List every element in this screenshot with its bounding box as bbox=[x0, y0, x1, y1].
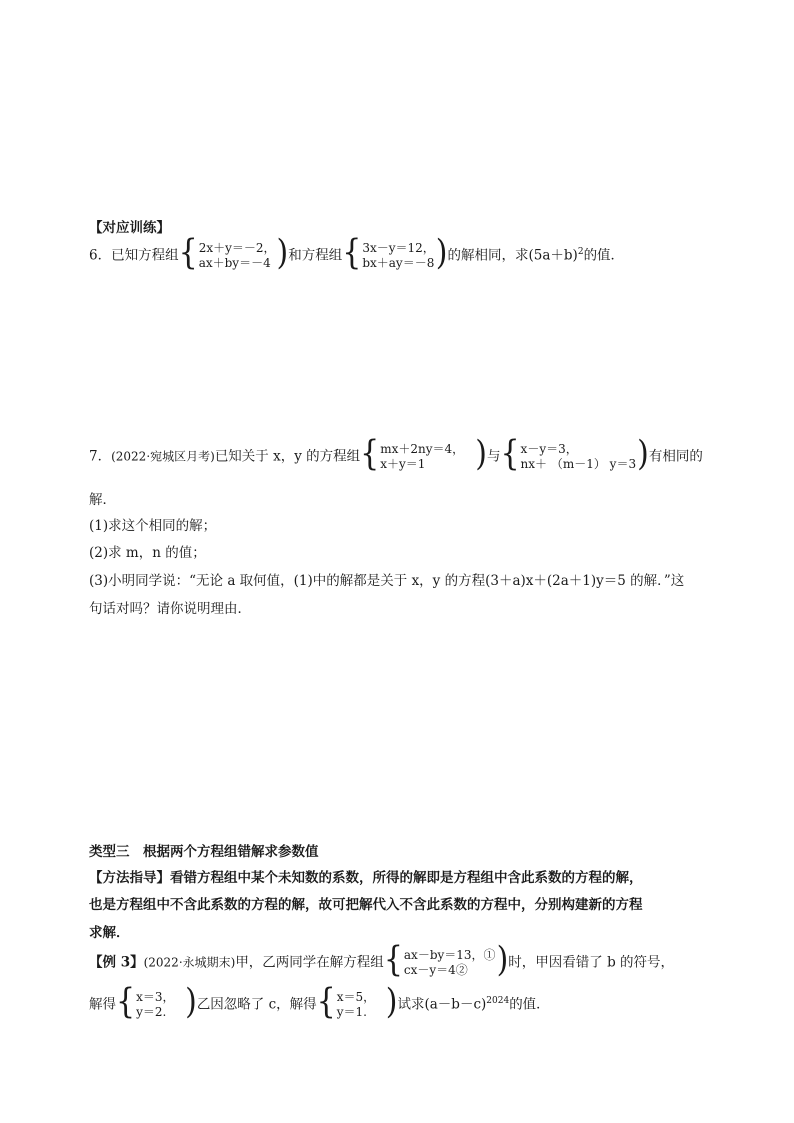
equation: nx＋ （m－1） y＝3 bbox=[520, 457, 637, 471]
question-text: 和方程组 bbox=[288, 247, 343, 264]
method-guide-text: 看错方程组中某个未知数的系数，所得的解即是方程组中含此系数的方程的解， bbox=[170, 870, 643, 886]
method-guide-label: 【方法指导】 bbox=[89, 870, 170, 886]
example-source: (2022·永城期末) bbox=[143, 955, 236, 970]
equation: y＝1. bbox=[336, 1005, 367, 1019]
equation: x＝3， bbox=[136, 990, 175, 1004]
equation-system: { 2x＋y＝－2， ax＋by＝－4 ) bbox=[178, 233, 289, 274]
solution-system: { x＝5， y＝1. ) bbox=[316, 982, 398, 1023]
sub-question-3-continued: 句话对吗？请你说明理由． bbox=[89, 601, 251, 617]
example-text: 解得 bbox=[89, 996, 116, 1013]
section-heading-type3: 类型三 根据两个方程组错解求参数值 bbox=[89, 844, 319, 860]
exponent: 2024 bbox=[486, 996, 510, 1006]
question-6 bbox=[89, 233, 625, 274]
sub-question-3: (3)小明同学说：“无论 a 取何值，(1)中的解都是关于 x，y 的方程(3＋a)x＋(2a＋1)y＝5 的解．”这 bbox=[89, 573, 685, 589]
solution-system: { x＝3， y＝2. ) bbox=[116, 982, 197, 1023]
question-text: 的值． bbox=[583, 247, 625, 264]
sub-question-1: (1)求这个相同的解； bbox=[89, 518, 217, 534]
question-text: 解． bbox=[89, 492, 116, 508]
example-text: 甲，乙两同学在解方程组 bbox=[235, 954, 384, 971]
question-text: 的解相同，求(5a＋b) bbox=[447, 247, 578, 264]
method-guide-text: 求解． bbox=[89, 925, 130, 941]
equation-system: { mx＋2ny＝4， x＋y＝1 ) bbox=[360, 434, 487, 475]
question-text: 与 bbox=[486, 448, 501, 465]
example-text: 试求(a－b－c) bbox=[397, 996, 487, 1013]
method-guide-text: 也是方程组中不含此系数的方程的解，故可把解代入不含此系数的方程中，分别构建新的方程 bbox=[89, 897, 643, 913]
question-number: 6． bbox=[89, 247, 112, 264]
equation: y＝2. bbox=[136, 1005, 167, 1019]
question-7 bbox=[89, 434, 703, 475]
equation-system: { ax－by＝13，① cx－y＝4② ) bbox=[383, 940, 509, 981]
example-text: 时，甲因看错了 b 的符号， bbox=[508, 954, 675, 971]
question-text: 已知方程组 bbox=[111, 247, 179, 264]
equation: ax－by＝13，① bbox=[403, 948, 496, 962]
question-source: (2022·宛城区月考) bbox=[111, 449, 215, 464]
equation-system: { 3x－y＝12， bx＋ay＝－8 ) bbox=[342, 233, 448, 274]
equation: x＋y＝1 bbox=[380, 457, 426, 471]
example-3 bbox=[89, 940, 675, 981]
equation-system: { x－y＝3， nx＋ （m－1） y＝3 ) bbox=[500, 434, 649, 475]
equation: bx＋ay＝－8 bbox=[362, 256, 435, 270]
question-number: 7． bbox=[89, 448, 112, 465]
equation: cx－y＝4② bbox=[403, 963, 468, 977]
example-text: 乙因忽略了 c，解得 bbox=[196, 996, 317, 1013]
equation: x＝5， bbox=[336, 990, 376, 1004]
equation: 2x＋y＝－2， bbox=[198, 241, 276, 255]
example-label: 【例 3】 bbox=[89, 954, 144, 971]
equation: mx＋2ny＝4， bbox=[380, 442, 465, 456]
sub-question-2: (2)求 m，n 的值； bbox=[89, 545, 206, 561]
question-text: 已知关于 x，y 的方程组 bbox=[214, 448, 361, 465]
exponent: 2 bbox=[577, 247, 584, 257]
equation: 3x－y＝12， bbox=[362, 241, 435, 255]
question-text: 有相同的 bbox=[648, 448, 703, 465]
equation: x－y＝3， bbox=[520, 442, 578, 456]
example-text: 的值． bbox=[509, 996, 550, 1013]
equation: ax＋by＝－4 bbox=[198, 256, 271, 270]
section-heading-training: 【对应训练】 bbox=[89, 220, 170, 236]
method-guide bbox=[89, 866, 643, 886]
example-3-solutions bbox=[89, 982, 550, 1023]
